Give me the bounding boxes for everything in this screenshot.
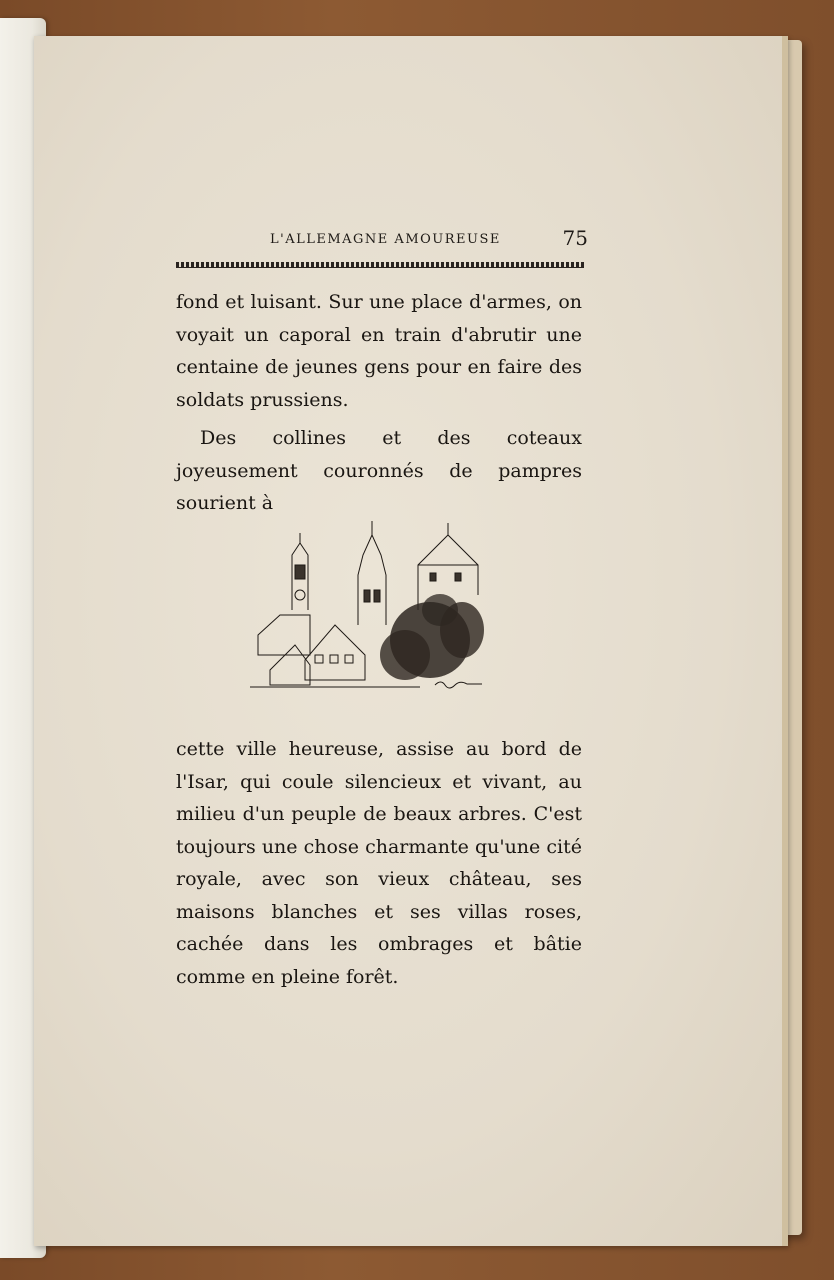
paragraph: fond et luisant. Sur une place d'armes, on voyait un caporal en train d'abrutir une centaine de jeunes gens pour en faire des soldats prussiens. — [176, 291, 582, 411]
text-block-top — [176, 286, 582, 520]
text-block-bottom — [176, 733, 582, 993]
town-vignette-illustration — [250, 515, 500, 695]
page-number: 75 — [562, 226, 588, 250]
running-head — [176, 226, 588, 256]
paragraph: Des collines et des coteaux joyeusement couronnés de pampres sourient à — [176, 427, 582, 514]
header-rule — [176, 262, 584, 268]
running-title: L'ALLEMAGNE AMOUREUSE — [270, 232, 501, 247]
paragraph: cette ville heureuse, assise au bord de l'Isar, qui coule silencieux et vivant, au milieu d'un peuple de beaux arbres. C'est toujours une chose charmante qu'une cité royale, avec son vieux château, ses maisons blanches et ses villas roses, cachée dans les ombrages et bâtie comme en pleine forêt. — [176, 738, 582, 988]
